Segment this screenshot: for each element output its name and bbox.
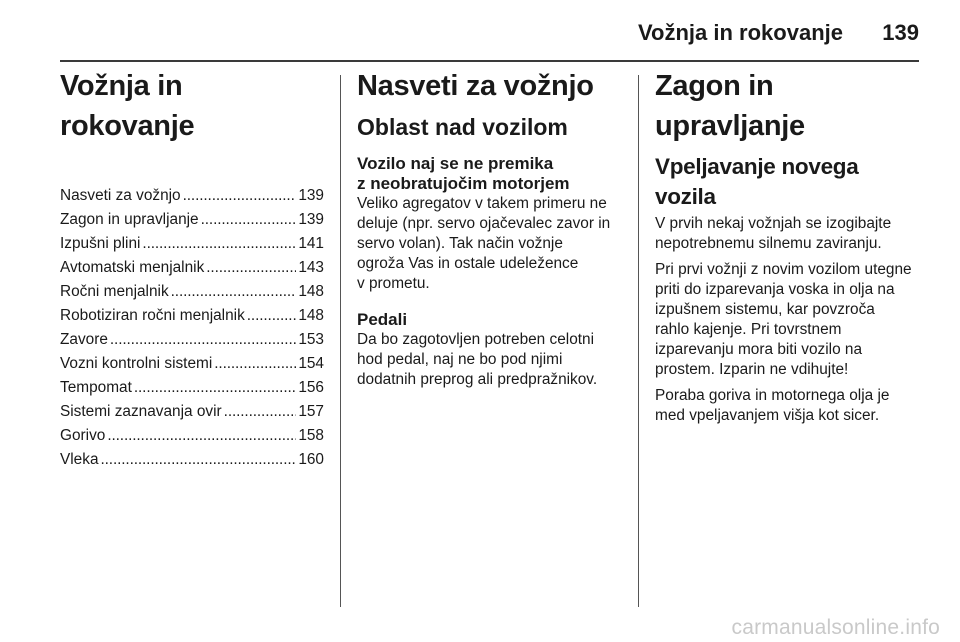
text-line: v prometu. [357, 275, 430, 292]
toc-leader-dots [134, 376, 296, 400]
chapter-heading: Vožnja in rokovanje [60, 70, 195, 142]
toc-entry-label: Vozni kontrolni sistemi [60, 355, 213, 372]
text-line: izpušnem sistemu, kar povzroča [655, 301, 875, 318]
toc-leader-dots [201, 208, 297, 232]
toc-entry-label: Sistemi zaznavanja ovir [60, 403, 222, 420]
text-line: deluje (npr. servo ojačevalec zavor in [357, 215, 611, 232]
topic-heading-line: Vozilo naj se ne premika [357, 154, 554, 173]
toc-entry-page: 154 [298, 355, 324, 372]
topic-heading-pedals: Pedali [357, 310, 408, 329]
text-line: nepotrebnemu silnemu zaviranju. [655, 235, 882, 252]
text-line: prostem. Izparin ne vdihujte! [655, 361, 849, 378]
toc-entry-label: Izpušni plini [60, 235, 141, 252]
toc-entry-page: 148 [298, 283, 324, 300]
toc-entry[interactable] [60, 352, 324, 376]
text-line: priti do izparevanja voska in olja na [655, 281, 895, 298]
column-divider [340, 75, 341, 607]
text-line: Veliko agregatov v takem primeru ne [357, 195, 607, 212]
text-line: dodatnih preprog ali predpražnikov. [357, 371, 598, 388]
subsection-heading: Vpeljavanje novega vozila [655, 154, 859, 209]
text-line: hod pedal, naj ne bo pod njimi [357, 351, 563, 368]
toc-leader-dots [142, 232, 296, 256]
paragraph [655, 386, 921, 426]
toc-entry-page: 157 [298, 403, 324, 420]
topic-heading-engine-off [357, 154, 625, 194]
toc-entry-label: Gorivo [60, 427, 106, 444]
contents-column [60, 66, 324, 472]
section-heading: Zagon in upravljanje [655, 70, 805, 142]
driving-hints-column [357, 66, 625, 396]
toc-entry-label: Zavore [60, 331, 108, 348]
toc-entry-label: Ročni menjalnik [60, 283, 169, 300]
text-line: V prvih nekaj vožnjah se izogibajte [655, 215, 892, 232]
toc-leader-dots [214, 352, 296, 376]
topic-heading-line: z neobratujočim motorjem [357, 174, 570, 193]
toc-leader-dots [110, 328, 296, 352]
toc-entry-label: Tempomat [60, 379, 132, 396]
column-divider [638, 75, 639, 607]
toc-entry[interactable] [60, 280, 324, 304]
text-line: Da bo zagotovljen potreben celotni [357, 331, 595, 348]
toc-entry[interactable] [60, 256, 324, 280]
toc-entry-page: 139 [298, 211, 324, 228]
toc-leader-dots [247, 304, 297, 328]
toc-entry-label: Robotiziran ročni menjalnik [60, 307, 245, 324]
page-number: 139 [882, 20, 919, 45]
toc-entry[interactable] [60, 424, 324, 448]
toc-entry[interactable] [60, 328, 324, 352]
toc-entry-page: 139 [298, 187, 324, 204]
topic-text [357, 330, 625, 390]
toc-entry-page: 156 [298, 379, 324, 396]
toc-entry-label: Avtomatski menjalnik [60, 259, 205, 276]
paragraph [655, 214, 921, 254]
toc-leader-dots [224, 400, 297, 424]
toc-entry-label: Vleka [60, 451, 99, 468]
toc-entry-page: 141 [298, 235, 324, 252]
toc-leader-dots [107, 424, 296, 448]
topic-text [357, 194, 625, 294]
toc-entry[interactable] [60, 400, 324, 424]
toc-leader-dots [183, 184, 297, 208]
watermark: carmanualsonline.info [731, 616, 940, 639]
toc-entry[interactable] [60, 232, 324, 256]
toc-entry-page: 158 [298, 427, 324, 444]
toc-entry[interactable] [60, 448, 324, 472]
paragraph [655, 260, 921, 380]
text-line: ogroža Vas in ostale udeležence [357, 255, 579, 272]
toc-entry-page: 148 [298, 307, 324, 324]
toc-entry-page: 160 [298, 451, 324, 468]
text-line: izparevanju mora biti vozilo na [655, 341, 863, 358]
toc-entry-label: Nasveti za vožnjo [60, 187, 181, 204]
page-header [60, 14, 919, 62]
toc-entry-page: 143 [298, 259, 324, 276]
toc-entry[interactable] [60, 208, 324, 232]
toc-entry-page: 153 [298, 331, 324, 348]
text-line: Pri prvi vožnji z novim vozilom utegne [655, 261, 912, 278]
toc-leader-dots [171, 280, 297, 304]
toc-entry[interactable] [60, 184, 324, 208]
header-title: Vožnja in rokovanje [638, 20, 843, 45]
toc-entry-label: Zagon in upravljanje [60, 211, 199, 228]
section-heading: Nasveti za vožnjo [357, 70, 594, 102]
toc-leader-dots [206, 256, 296, 280]
text-line: Poraba goriva in motornega olja je [655, 387, 890, 404]
toc-leader-dots [101, 448, 297, 472]
table-of-contents [60, 184, 324, 472]
text-line: med vpeljavanjem višja kot sicer. [655, 407, 880, 424]
starting-column [655, 66, 921, 432]
toc-entry[interactable] [60, 376, 324, 400]
text-line: rahlo kajenje. Pri tovrstnem [655, 321, 842, 338]
subsection-heading: Oblast nad vozilom [357, 114, 568, 140]
text-line: servo volan). Tak način vožnje [357, 235, 563, 252]
toc-entry[interactable] [60, 304, 324, 328]
